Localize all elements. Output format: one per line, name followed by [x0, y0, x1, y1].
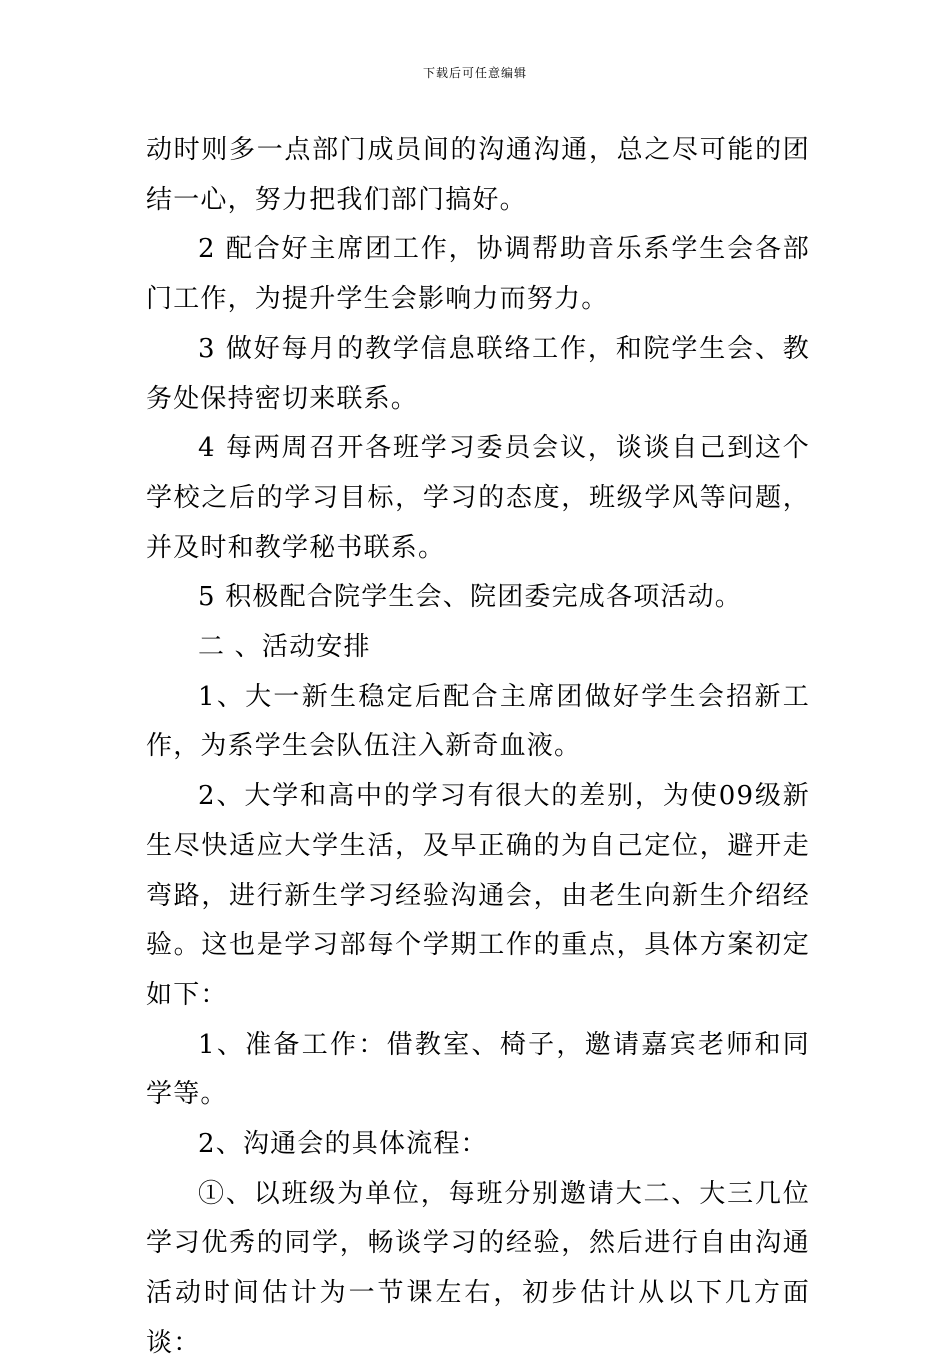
document-body: [146, 126, 810, 1369]
paragraph-8: 1、准备工作：借教室、椅子，邀请嘉宾老师和同学等。: [146, 1029, 810, 1110]
page-header: 下载后可任意编辑: [422, 66, 527, 80]
paragraph-3: 3 做好每月的教学信息联络工作，和院学生会、教务处保持密切来联系。: [146, 333, 810, 414]
paragraph-9: 2、沟通会的具体流程：: [198, 1129, 488, 1160]
paragraph-6: 1、大一新生稳定后配合主席团做好学生会招新工作，为系学生会队伍注入新奇血液。: [146, 681, 810, 762]
paragraph-4: 4 每两周召开各班学习委员会议，谈谈自己到这个学校之后的学习目标，学习的态度，班级学风等问题，并及时和教学秘书联系。: [146, 433, 810, 563]
paragraph-7: 2、大学和高中的学习有很大的差别，为使09级新生尽快适应大学生活，及早正确的为自己定位，避开走弯路，进行新生学习经验沟通会，由老生向新生介绍经验。这也是学习部每个学期工作的重点，具体方案初定如下：: [146, 781, 810, 1010]
paragraph-2: 2 配合好主席团工作，协调帮助音乐系学生会各部门工作，为提升学生会影响力而努力。: [146, 234, 810, 315]
paragraph-10: ①、以班级为单位，每班分别邀请大二、大三几位学习优秀的同学，畅谈学习的经验，然后进行自由沟通活动时间估计为一节课左右，初步估计从以下几方面谈：: [146, 1178, 810, 1358]
section-heading-activities: 二 、活动安排: [198, 632, 371, 663]
paragraph-1: 动时则多一点部门成员间的沟通沟通，总之尽可能的团结一心，努力把我们部门搞好。: [146, 135, 810, 215]
paragraph-5: 5 积极配合院学生会、院团委完成各项活动。: [198, 582, 743, 613]
